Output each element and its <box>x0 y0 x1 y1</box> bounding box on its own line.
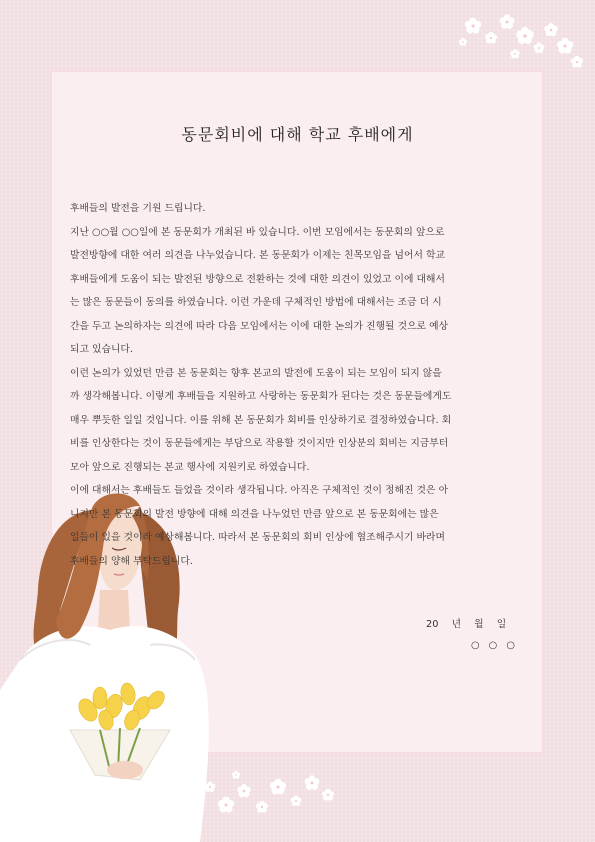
body-line: 후배들의 발전을 기원 드립니다. <box>70 203 206 214</box>
body-line: 지난 ○○월 ○○일에 본 동문회가 개최된 바 있습니다. 이번 모임에서는 동문회의 앞으로 <box>70 226 445 238</box>
letter-body <box>70 197 526 573</box>
letter-title: 동문회비에 대해 학교 후배에게 <box>181 125 414 144</box>
body-line: 간을 두고 논의하자는 의견에 따라 다음 모임에서는 이에 대한 논의가 진행될 것으로 예상 <box>70 320 449 332</box>
body-line: 비를 인상한다는 것이 동문들에게는 부담으로 작용할 것이지만 인상분의 회비는 지금부터 <box>70 438 449 449</box>
body-line: 일들이 있을 것이라 예상해봅니다. 따라서 본 동문회의 회비 인상에 협조해주시기 바라며 <box>70 532 445 543</box>
letter-date: 20 년 월 일 <box>426 619 507 630</box>
body-line: 되고 있습니다. <box>70 344 134 355</box>
body-line: 까 생각해봅니다. 이렇게 후배들을 지원하고 사랑하는 동문회가 된다는 것은 동문들에게도 <box>70 391 452 402</box>
body-line: 모아 앞으로 진행되는 본교 행사에 지원키로 하였습니다. <box>70 461 310 473</box>
body-line: 발전방향에 대한 여러 의견을 나누었습니다. 본 동문회가 이제는 친목모임을 넘어서 학교 <box>70 250 445 261</box>
flower-cluster-top-right <box>455 8 595 78</box>
body-line: 이런 논의가 있었던 만큼 본 동문회는 향후 본교의 발전에 도움이 되는 모임이 되지 않을 <box>70 367 442 379</box>
body-line: 후배들의 양해 부탁드립니다. <box>70 555 193 567</box>
body-line: 매우 뿌듯한 일일 것입니다. 이를 위해 본 동문회가 회비를 인상하기로 결정하였습니다. 회 <box>70 414 452 426</box>
body-line: 후배들에게 도움이 되는 발전된 방향으로 전환하는 것에 대한 의견이 있었고 이에 대해서 <box>70 273 445 285</box>
body-line: 이에 대해서는 후배들도 들었을 것이라 생각됩니다. 아직은 구체적인 것이 정해진 것은 아 <box>70 485 449 496</box>
letter-sender: ○ ○ ○ <box>471 640 518 651</box>
body-line: 니지만 본 동문회의 발전 방향에 대해 의견을 나누었던 만큼 앞으로 본 동문회에는 많은 <box>70 508 439 520</box>
body-line: 는 많은 동문들이 동의를 하였습니다. 이런 가운데 구체적인 방법에 대해서는 조금 더 시 <box>70 297 442 308</box>
